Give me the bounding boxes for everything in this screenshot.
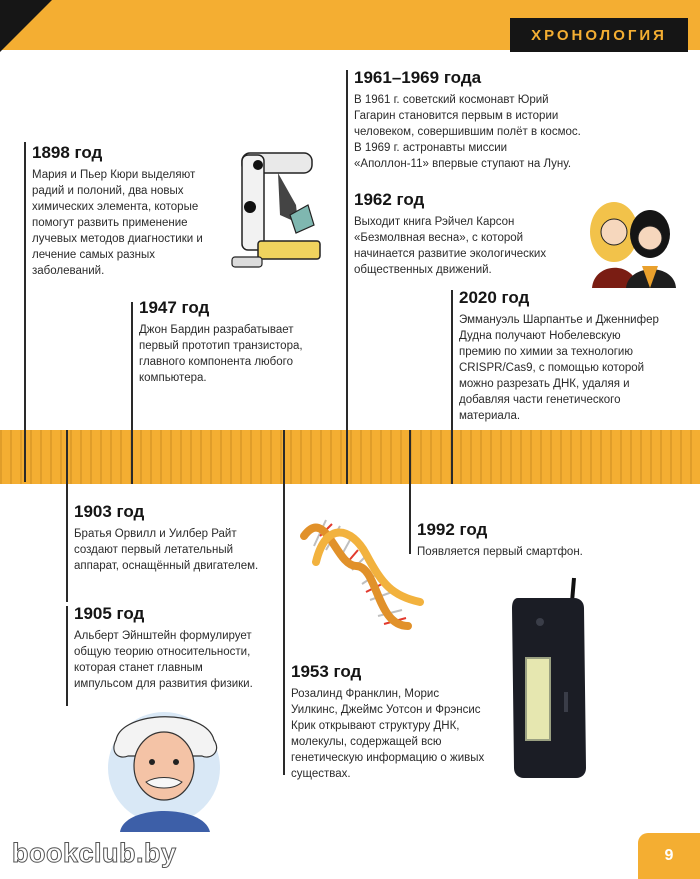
event-2020 [459,288,664,424]
event-year: 1961–1969 года [354,68,482,87]
event-text: Мария и Пьер Кюри выделяют радий и полоний, два новых химических элемента, которые помогут развить применение лучевых методов диагностики и лечение самых разных заболеваний. [32,169,203,277]
event-1961-1969 [354,68,584,172]
event-text: Розалинд Франклин, Морис Уилкинс, Джеймс Уотсон и Фрэнсис Крик открывают структуру ДНК, молекулы, содержащей всю генетическую информацию о живых существах. [291,688,485,780]
event-text: В 1961 г. советский космонавт Юрий Гагарин становится первым в истории человеком, совершившим полёт в космос. В 1969 г. астронавты миссии «Аполлон-11» впервые ступают на Луну. [354,94,581,170]
connector-1953 [283,430,285,775]
event-1903 [74,502,264,574]
section-title: ХРОНОЛОГИЯ [510,18,688,52]
event-year: 1992 год [417,520,488,539]
event-text: Появляется первый смартфон. [417,546,583,558]
event-1905 [74,604,264,692]
dna-helix-illustration [296,506,426,646]
connector-1947 [131,302,133,484]
timeline-band [0,430,700,484]
event-1992 [417,520,617,560]
event-year: 1898 год [32,143,103,162]
connector-1903 [66,430,68,602]
einstein-portrait-illustration [106,700,226,832]
event-text: Братья Орвилл и Уилбер Райт создают первый летательный аппарат, оснащённый двигателем. [74,528,259,572]
event-year: 1947 год [139,298,210,317]
smartphone-illustration [504,572,594,782]
connector-2020 [451,290,453,484]
event-year: 2020 год [459,288,530,307]
site-watermark: bookclub.by [12,838,177,868]
connector-1905 [66,606,68,706]
event-year: 1905 год [74,604,145,623]
event-text: Эммануэль Шарпантье и Дженнифер Дудна получают Нобелевскую премию по химии за технологию CRISPR/Cas9, с помощью которой можно разрезать ДНК, удаляя и добавляя части генетического материала. [459,314,659,422]
corner-triangle [0,0,52,52]
event-year: 1903 год [74,502,145,521]
connector-1961 [346,70,348,484]
event-text: Джон Бардин разрабатывает первый прототип транзистора, главного компонента любого компьютера. [139,324,303,384]
event-1898 [32,143,222,279]
event-year: 1962 год [354,190,425,209]
event-1962 [354,190,569,278]
event-1953 [291,662,486,782]
event-1947 [139,298,329,386]
event-year: 1953 год [291,662,362,681]
scientists-portrait-illustration [584,196,680,288]
page-number: 9 [638,833,700,879]
xray-machine-illustration [228,145,328,275]
event-text: Альберт Эйнштейн формулирует общую теорию относительности, которая станет главным импульсом для развития физики. [74,630,253,690]
connector-1898 [24,142,26,482]
event-text: Выходит книга Рэйчел Карсон «Безмолвная весна», с которой начинается развитие экологических общественных движений. [354,216,547,276]
